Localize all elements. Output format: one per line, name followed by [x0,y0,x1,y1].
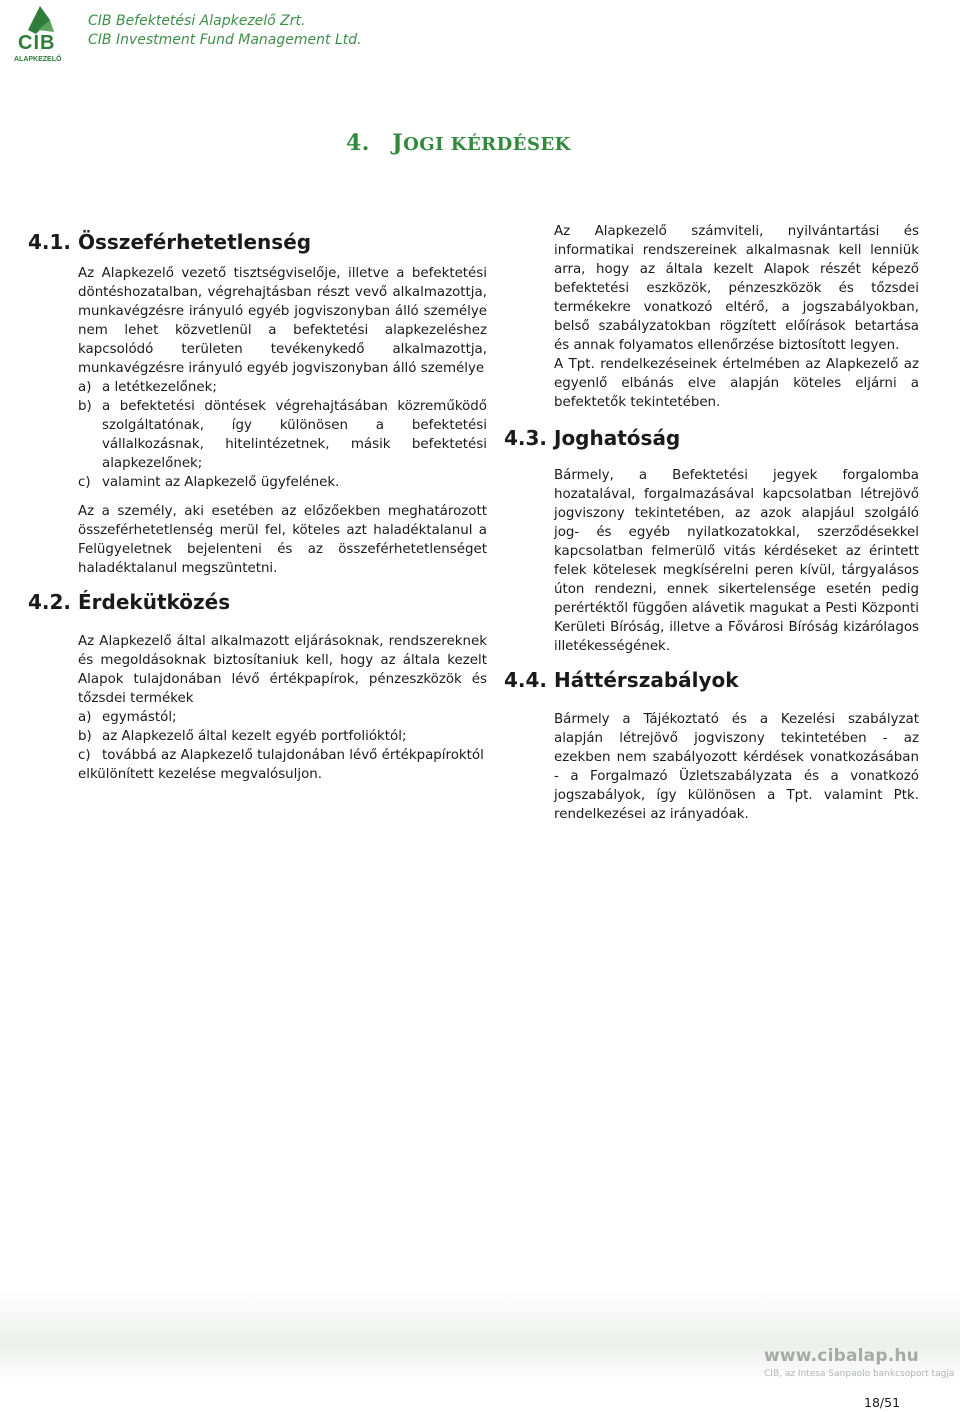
chapter-title-rest: OGI KÉRDÉSEK [403,134,571,155]
left-column [28,264,487,784]
right-column [504,222,919,824]
list-item: c) valamint az Alapkezelő ügyfelének. [78,475,340,490]
section-4-4-heading [504,656,919,702]
footer-url[interactable]: www.cibalap.hu [764,1346,919,1366]
s41-closing: Az a személy, aki esetében az előzőekben meghatározott összeférhetetlenség merül fel, köteles azt haladéktalanul a Felügyeletnek bejelenteni és az összeférhetetlenséget haladéktalanul megszüntetni. [78,504,487,576]
company-name-hu: CIB Befektetési Alapkezelő Zrt. [88,13,306,29]
section-number: 4.1. [28,230,72,254]
s41-intro: Az Alapkezelő vezető tisztségviselője, illetve a befektetési döntéshozatalban, végrehajtásban részt vevő alkalmazottja, munkavégzésre irányuló egyéb jogviszonyban álló személye nem lehet közvetlenül a befektetési alapkezeléshez kapcsolódó területen tevékenykedő alkalmazottja, munkavégzésre irányuló egyéb jogviszonyban álló személye [78,266,487,376]
s43-text: Bármely, a Befektetési jegyek forgalomba hozatalával, forgalmazásával kapcsolatban létrejövő jogviszony tekintetében, az azok alapjául szolgáló jog- és egyéb nyilatkozatokkal, szerződésekkel kapcsolatban felmerülő vitás kérdéseket az érintett felek kötelesek megkísérelni peren kívül, tárgyalásos úton rendezni, ennek sikertelensége esetén pedig perértéktől függően alávetik magukat a Pesti Központi Kerületi Bíróság, illetve a Fővárosi Bíróság kizárólagos illetékességének. [554,468,919,654]
section-number: 4.4. [504,668,548,692]
cib-logo [10,4,74,66]
list-item: b) az Alapkezelő által kezelt egyéb portfolióktól; [78,729,407,744]
section-4-2-heading [28,578,487,624]
list-item: a) a letétkezelőnek; [78,380,217,395]
page-number: 18/51 [864,1395,901,1410]
right-intro-p1: Az Alapkezelő számviteli, nyilvántartási és informatikai rendszereinek alkalmasnak kell lenniük arra, hogy az általa kezelt Alapok részét képező befektetési eszközök, pénzeszközök és tőzsdei termékekre vonatkozó eltérő, a jogszabályokban, belső szabályzatokban rögzített előírások betartása és annak folyamatos ellenőrzése biztosított legyen. [554,224,919,353]
section-number: 4.2. [28,590,72,614]
section-title: Joghatóság [554,426,681,450]
list-item: a) egymástól; [78,710,177,725]
s42-closing: elkülönített kezelése megvalósuljon. [78,767,323,782]
company-name-en: CIB Investment Fund Management Ltd. [88,32,362,48]
s44-text: Bármely a Tájékoztató és a Kezelési szabályzat alapján létrejövő jogviszony tekintetében - az ezekben nem szabályozott kérdések vonatkozásában - a Forgalmazó Üzletszabályzata és a vonatkozó jogszabályok, így különösen a Tpt. valamint Ptk. rendelkezései az irányadóak. [554,712,919,822]
chapter-title-first: J [392,130,404,156]
footer-tagline: CIB, az Intesa Sanpaolo bankcsoport tagja [764,1369,955,1379]
logo-text: CIB [18,32,56,54]
section-title: Érdekütközés [78,590,231,614]
chapter-number: 4. [346,130,370,156]
section-title: Összeférhetetlenség [78,230,312,254]
right-intro-p2: A Tpt. rendelkezéseinek értelmében az Alapkezelő az egyenlő elbánás elve alapján köteles eljárni a befektetők tekintetében. [554,357,919,410]
section-title: Háttérszabályok [554,668,739,692]
section-number: 4.3. [504,426,548,450]
section-4-1-heading [28,230,312,254]
s42-intro: Az Alapkezelő által alkalmazott eljárásoknak, rendszereknek és megoldásoknak biztosítaniuk kell, hogy az általa kezelt Alapok tulajdonában lévő értékpapírok, pénzeszközök és tőzsdei termékek [78,634,487,706]
list-item: c) továbbá az Alapkezelő tulajdonában lévő értékpapíroktól [78,748,484,763]
chapter-title [346,130,571,156]
list-item: b) a befektetési döntések végrehajtásában közreműködő szolgáltatónak, így különösen a befektetési vállalkozásnak, hitelintézetnek, másik befektetési alapkezelőnek; [78,399,487,471]
section-4-3-heading [504,412,919,458]
logo-subtext: ALAPKEZELŐ [14,56,62,63]
company-names [88,12,362,50]
